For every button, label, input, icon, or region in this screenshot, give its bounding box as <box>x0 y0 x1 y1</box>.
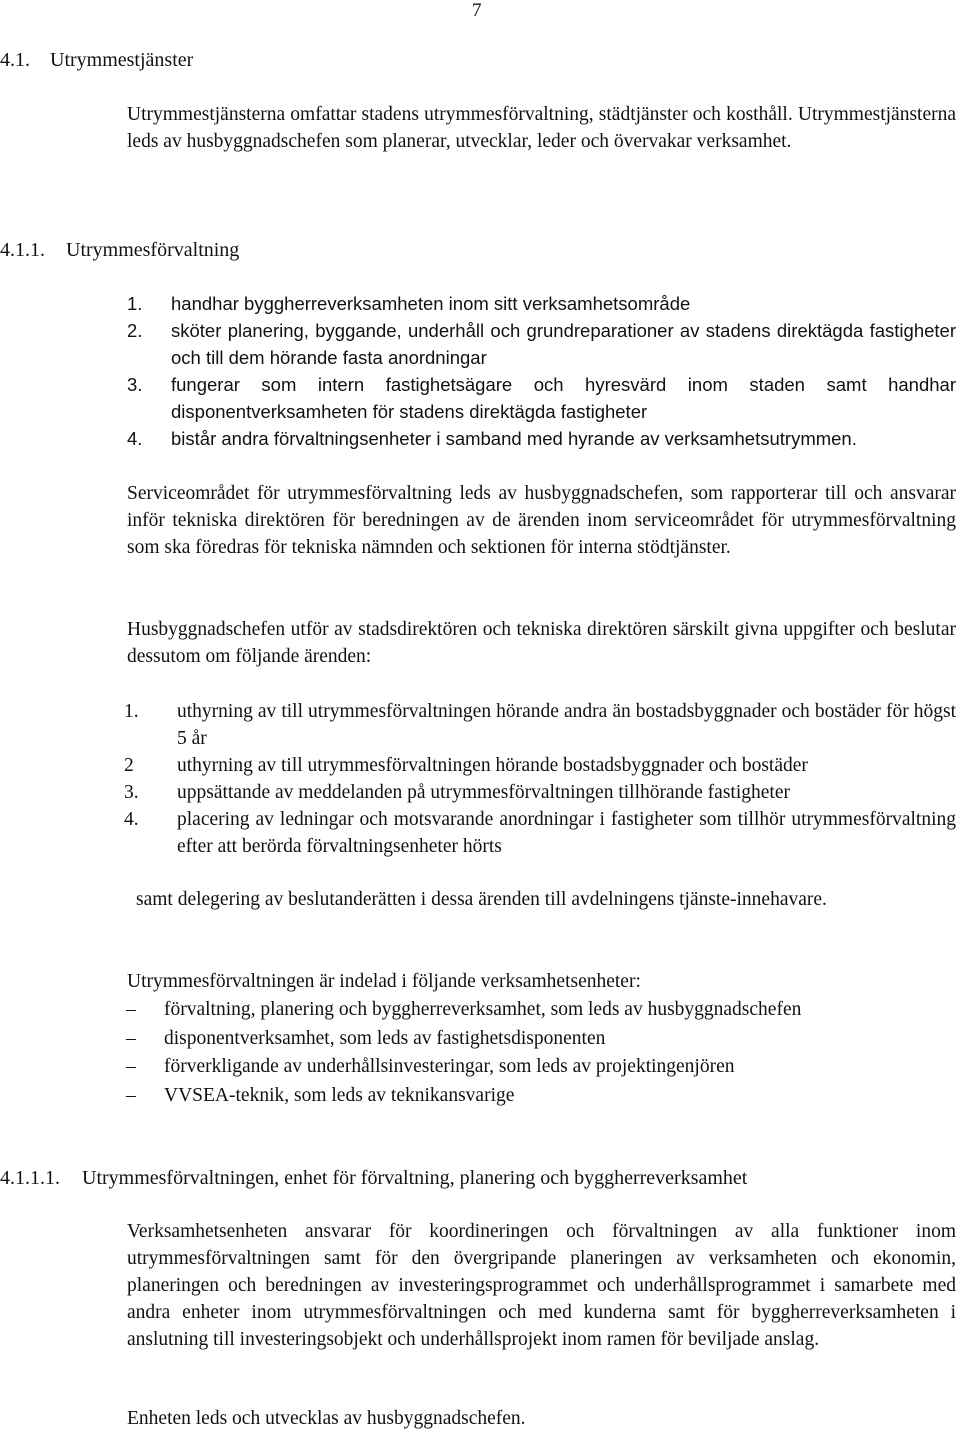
section-heading-4-1-1-1 <box>0 1165 747 1192</box>
dash-bullet: – <box>126 1027 136 1049</box>
list-text: uthyrning av till utrymmesförvaltningen hörande andra än bostadsbyggnader och bostäder för högst 5 år <box>177 701 956 749</box>
list-item <box>126 996 956 1025</box>
paragraph-text: samt delegering av beslutanderätten i dessa ärenden till avdelningens tjänste-innehavare. <box>136 889 827 910</box>
list-item <box>127 425 956 452</box>
paragraph-text: Utrymmesförvaltningen är indelad i följande verksamhetsenheter: <box>127 971 641 992</box>
dash-bullet: – <box>126 999 136 1020</box>
page-number: 7 <box>472 0 482 21</box>
section-title: Utrymmestjänster <box>50 49 194 71</box>
section-title: Utrymmesförvaltning <box>66 239 240 261</box>
responsibility-list <box>127 290 956 452</box>
list-item <box>124 698 956 752</box>
units-intro-paragraph <box>127 968 956 995</box>
list-item <box>124 779 956 806</box>
unit-lead-paragraph <box>127 1405 956 1432</box>
list-text: sköter planering, byggande, underhåll och grundreparationer av stadens direktägda fastigheter och till dem hörande fasta anordningar <box>171 320 956 368</box>
section-title: Utrymmesförvaltningen, enhet för förvaltning, planering och byggherreverksamhet <box>82 1167 748 1189</box>
list-text: förvaltning, planering och byggherreverksamhet, som leds av husbyggnadschefen <box>164 999 802 1020</box>
list-item <box>127 371 956 425</box>
list-number: 1. <box>124 701 139 722</box>
section-number: 4.1.1.1. <box>0 1167 60 1189</box>
list-text: fungerar som intern fastighetsägare och hyresvärd inom staden samt handhar disponentverksamheten för stadens direktägda fastigheter <box>171 374 956 422</box>
list-text: bistår andra förvaltningsenheter i samband med hyrande av verksamhetsutrymmen. <box>171 428 857 449</box>
list-item <box>127 317 956 371</box>
list-number: 3. <box>124 782 139 803</box>
intro-paragraph <box>127 101 956 155</box>
section-heading-4-1-1 <box>0 237 239 264</box>
units-list <box>126 996 956 1110</box>
paragraph-text: Serviceområdet för utrymmesförvaltning leds av husbyggnadschefen, som rapporterar till och ansvarar inför tekniska direktören för beredningen av de ärenden inom serviceområdet för utrymmesförvaltning som ska föredras för tekniska nämnden och sektionen för interna stödtjänster. <box>127 483 956 558</box>
list-text: disponentverksamhet, som leds av fastighetsdisponenten <box>164 1027 606 1049</box>
unit-responsibility-paragraph <box>127 1218 956 1353</box>
list-number: 2 <box>124 755 134 776</box>
section-number: 4.1.1. <box>0 239 45 261</box>
list-item <box>126 1053 956 1082</box>
list-text: handhar byggherreverksamheten inom sitt verksamhetsområde <box>171 293 691 314</box>
delegation-paragraph <box>136 886 956 913</box>
list-text: uthyrning av till utrymmesförvaltningen hörande bostadsbyggnader och bostäder <box>177 755 808 776</box>
decision-list <box>124 698 956 860</box>
list-number: 4. <box>127 428 143 449</box>
list-text: VVSEA-teknik, som leds av teknikansvarige <box>164 1084 515 1106</box>
service-area-paragraph <box>127 480 956 561</box>
paragraph-text: Husbyggnadschefen utför av stadsdirektören och tekniska direktören särskilt givna uppgifter och beslutar dessutom om följande ärenden: <box>127 619 956 667</box>
list-item <box>124 752 956 779</box>
list-number: 1. <box>127 293 143 314</box>
list-item <box>127 290 956 317</box>
paragraph-text: Utrymmestjänsterna omfattar stadens utrymmesförvaltning, städtjänster och kosthåll. Utrymmestjänsterna leds av husbyggnadschefen som planerar, utvecklar, leder och övervakar verksamhet. <box>127 104 956 152</box>
list-item <box>126 1082 956 1111</box>
list-number: 2. <box>127 320 143 341</box>
dash-bullet: – <box>126 1084 136 1106</box>
paragraph-text: Enheten leds och utvecklas av husbyggnadschefen. <box>127 1408 526 1429</box>
list-item <box>126 1025 956 1054</box>
list-text: förverkligande av underhållsinvesteringar, som leds av projektingenjören <box>164 1056 735 1077</box>
section-heading-4-1 <box>0 47 193 74</box>
list-text: placering av ledningar och motsvarande anordningar i fastigheter som tillhör utrymmesförvaltning efter att berörda förvaltningsenheter hörts <box>177 809 956 857</box>
list-number: 3. <box>127 374 143 395</box>
chief-duties-paragraph <box>127 616 956 670</box>
dash-bullet: – <box>126 1056 136 1077</box>
section-number: 4.1. <box>0 49 30 71</box>
list-number: 4. <box>124 809 139 830</box>
paragraph-text: Verksamhetsenheten ansvarar för koordineringen och förvaltningen av alla funktioner inom utrymmesförvaltningen samt för den övergripande planeringen av verksamheten och ekonomin, planeringen och beredningen av investeringsprogrammet och underhållsprogrammet i samarbete med andra enheter inom utrymmesförvaltningen och med kunderna samt för byggherreverksamheten i anslutning till investeringsobjekt och underhållsprojekt inom ramen för beviljade anslag. <box>127 1221 956 1350</box>
list-item <box>124 806 956 860</box>
list-text: uppsättande av meddelanden på utrymmesförvaltningen tillhörande fastigheter <box>177 782 790 803</box>
